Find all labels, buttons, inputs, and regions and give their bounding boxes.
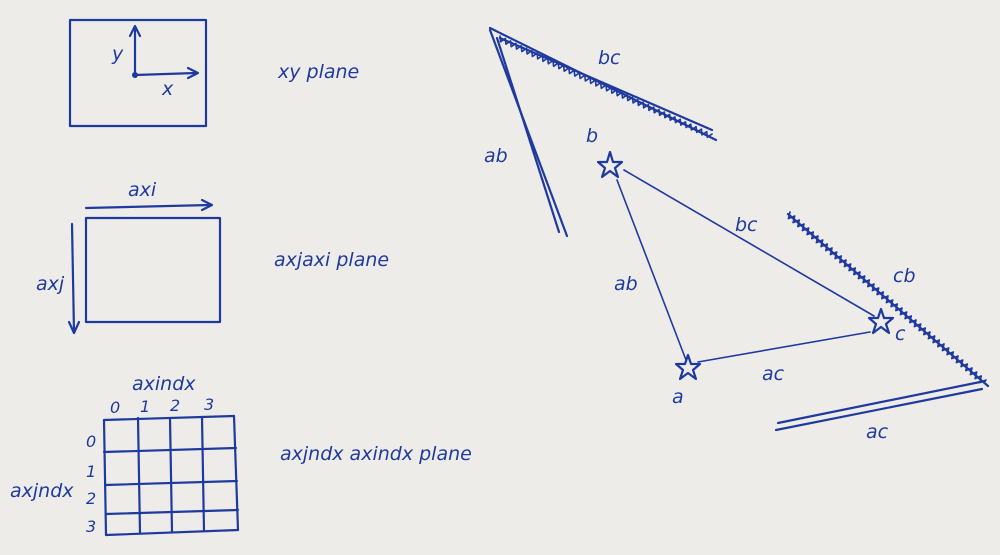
wall-ab-label: ab: [484, 145, 508, 167]
vertex-c-star-icon: [869, 309, 893, 333]
edge-ac: [698, 332, 870, 362]
vertex-b-star-icon: [598, 152, 622, 177]
wall-ac-label: ac: [866, 421, 889, 443]
edge-ab-label: ab: [614, 273, 638, 295]
grid-plane-caption: axjndx axindx plane: [280, 443, 472, 465]
axindx-axis-label: axindx: [132, 373, 196, 395]
grid-col-line: [170, 418, 172, 532]
vertex-c-label: c: [895, 323, 906, 345]
wall-cb-label: cb: [893, 265, 916, 287]
vertex-a-label: a: [672, 386, 684, 408]
y-axis-label: y: [112, 43, 124, 65]
origin-dot: [132, 72, 138, 78]
wall-cb-line: [788, 214, 988, 386]
wall-bc-label: bc: [598, 47, 621, 69]
axj-arrow: [72, 224, 74, 332]
vertex-a-star-icon: [676, 355, 700, 379]
axi-axis-label: axi: [128, 179, 157, 201]
wall-cb-hatching: [788, 212, 986, 383]
axi-plane-box: [86, 218, 220, 322]
wall-ab-line: [497, 38, 559, 232]
col-tick-label: 0: [110, 398, 121, 417]
col-tick-label: 1: [140, 397, 151, 416]
row-tick-label: 3: [86, 517, 97, 536]
axjndx-axis-label: axjndx: [10, 480, 74, 502]
triangle-diagram: [484, 28, 988, 443]
edge-bc-label: bc: [735, 214, 758, 236]
edge-ac-label: ac: [762, 363, 785, 385]
grid-lines: [104, 416, 238, 535]
row-tick-label: 2: [86, 489, 97, 508]
row-tick-label: 0: [86, 432, 97, 451]
axj-axis-label: axj: [36, 273, 65, 295]
xy-plane-panel: [70, 20, 359, 126]
row-tick-label: 1: [86, 462, 97, 481]
x-axis-arrow: [135, 73, 196, 75]
axi-arrow: [86, 205, 210, 208]
grid-plane-panel: [10, 373, 472, 536]
wall-cb: [788, 212, 988, 386]
grid-col-line: [138, 418, 140, 533]
col-tick-label: 2: [170, 396, 181, 415]
grid-col-line: [104, 420, 106, 535]
grid-col-line: [234, 416, 238, 530]
col-tick-label: 3: [204, 395, 215, 414]
xy-plane-caption: xy plane: [278, 61, 360, 83]
axi-plane-panel: [36, 179, 389, 333]
wall-ac-line: [778, 381, 985, 423]
grid-col-line: [202, 417, 204, 531]
axi-plane-caption: axjaxi plane: [274, 249, 390, 271]
edge-ab: [617, 180, 686, 360]
x-axis-label: x: [162, 78, 174, 100]
vertex-b-label: b: [586, 125, 599, 147]
